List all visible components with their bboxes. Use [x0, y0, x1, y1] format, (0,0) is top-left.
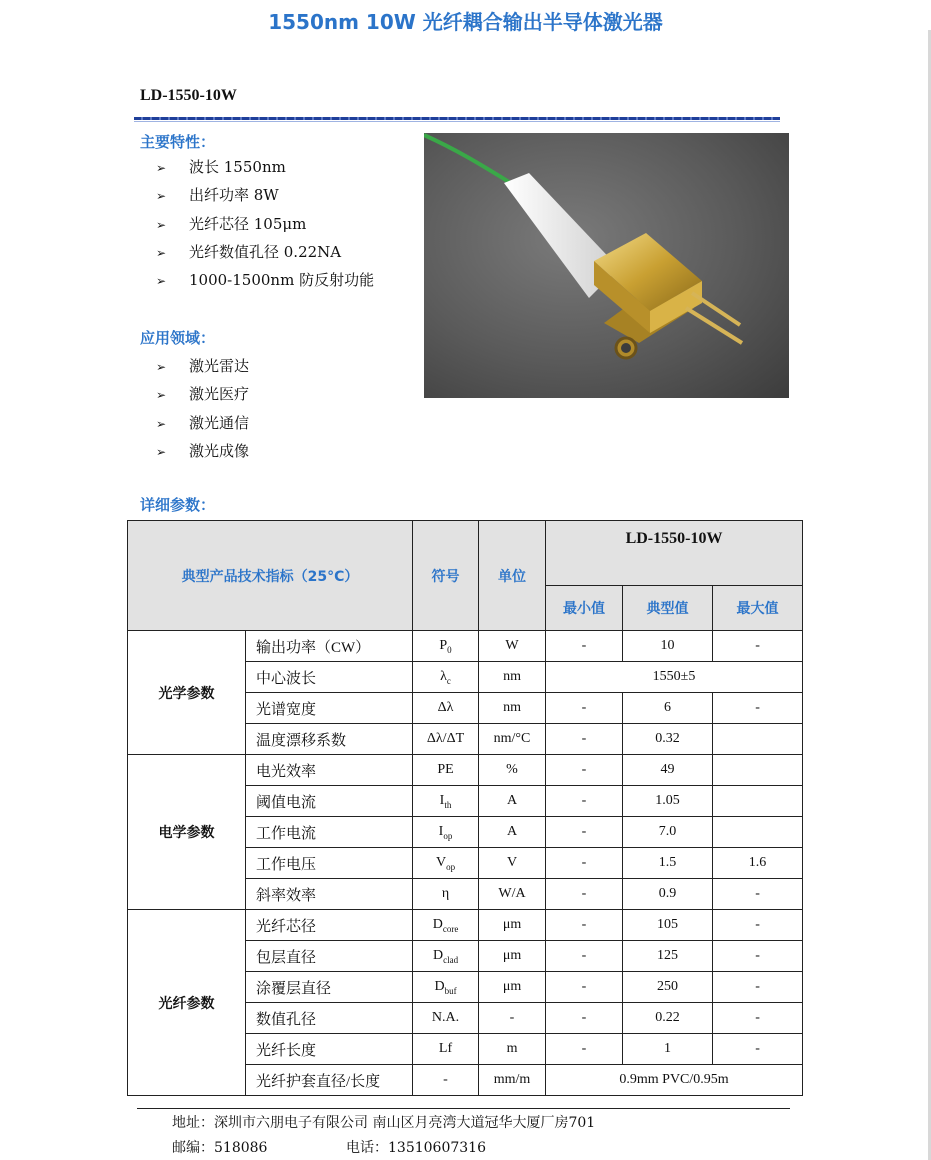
- table-row: 工作电流 $I_{op}$ A - 7.0: [128, 817, 803, 848]
- bullet-arrow-icon: ➢: [156, 274, 167, 289]
- table-row: 温度漂移系数 Δλ/ΔT nm/°C - 0.32: [128, 724, 803, 755]
- model-heading: LD-1550-10W: [140, 87, 237, 104]
- details-heading: 详细参数：: [140, 496, 216, 514]
- table-row: 工作电压 $V_{op}$ V - 1.5 1.6: [128, 848, 803, 879]
- table-row: 斜率效率 η W/A - 0.9 -: [128, 879, 803, 910]
- table-row: 光纤长度 Lf m - 1 -: [128, 1034, 803, 1065]
- table-row: 光纤参数 光纤芯径 $D_{core}$ μm - 105 -: [128, 910, 803, 941]
- table-row: 阈值电流 $I_{th}$ A - 1.05: [128, 786, 803, 817]
- features-heading: 主要特性：: [140, 133, 216, 151]
- green-fiber-icon: [424, 135, 519, 188]
- list-item: ➢ 光纤芯径 105μm: [156, 210, 374, 238]
- features-list: [156, 153, 374, 294]
- list-item: ➢ 激光医疗: [156, 380, 249, 408]
- bullet-arrow-icon: ➢: [156, 245, 167, 260]
- table-row: 光学参数 输出功率（CW） $P_0$ W - 10 -: [128, 631, 803, 662]
- table-row: 光纤护套直径/长度 - mm/m 0.9mm PVC/0.95m: [128, 1065, 803, 1096]
- list-item: ➢ 光纤数值孔径 0.22NA: [156, 238, 374, 266]
- heading-divider: [134, 117, 780, 120]
- table-row: 光谱宽度 Δλ nm - 6 -: [128, 693, 803, 724]
- bullet-arrow-icon: ➢: [156, 388, 167, 403]
- heading-divider-thin: [134, 121, 780, 122]
- list-item: ➢ 出纤功率 8W: [156, 181, 374, 209]
- list-item: ➢ 1000-1500nm 防反射功能: [156, 266, 374, 294]
- bullet-arrow-icon: ➢: [156, 161, 167, 175]
- table-row: 中心波长 $\lambda_c$ nm 1550±5: [128, 662, 803, 693]
- header-typ: 典型值: [623, 586, 713, 631]
- page-title: 1550nm 10W 光纤耦合输出半导体激光器: [268, 10, 663, 34]
- list-item: ➢ 激光成像: [156, 437, 249, 465]
- header-max: 最大值: [713, 586, 803, 631]
- applications-list: [156, 352, 249, 465]
- footer-divider: [137, 1108, 790, 1109]
- product-photo: [424, 133, 789, 398]
- pin-icon: [686, 308, 742, 343]
- group-label: 电学参数: [128, 755, 246, 910]
- list-item: ➢ 激光通信: [156, 409, 249, 437]
- group-label: 光纤参数: [128, 910, 246, 1096]
- list-item: ➢ 激光雷达: [156, 352, 249, 380]
- group-label: 光学参数: [128, 631, 246, 755]
- table-header-row: [128, 521, 803, 586]
- applications-heading: 应用领域：: [140, 329, 216, 347]
- footer-postcode: 邮编：518086: [172, 1140, 268, 1156]
- pin-icon: [692, 293, 740, 325]
- bullet-arrow-icon: ➢: [156, 444, 167, 459]
- header-symbol: 符号: [413, 521, 479, 631]
- footer-phone: 电话：13510607316: [346, 1140, 486, 1156]
- table-row: 数值孔径 N.A. - - 0.22 -: [128, 1003, 803, 1034]
- list-item: ➢ 波长 1550nm: [156, 153, 374, 181]
- header-min: 最小值: [546, 586, 623, 631]
- spec-table: [127, 520, 803, 1096]
- footer-address: 地址：深圳市六朋电子有限公司 南山区月亮湾大道冠华大厦厂房701: [172, 1115, 596, 1131]
- header-unit: 单位: [479, 521, 546, 631]
- bullet-arrow-icon: ➢: [156, 189, 167, 204]
- table-row: 电学参数 电光效率 PE % - 49: [128, 755, 803, 786]
- header-model: LD-1550-10W: [546, 521, 803, 586]
- header-spec: 典型产品技术指标（25°C）: [128, 521, 413, 631]
- bullet-arrow-icon: ➢: [156, 416, 167, 431]
- table-row: 包层直径 $D_{clad}$ μm - 125 -: [128, 941, 803, 972]
- bullet-arrow-icon: ➢: [156, 360, 167, 374]
- laser-module-illustration: [424, 133, 789, 398]
- bullet-arrow-icon: ➢: [156, 217, 167, 232]
- table-row: 涂覆层直径 $D_{buf}$ μm - 250 -: [128, 972, 803, 1003]
